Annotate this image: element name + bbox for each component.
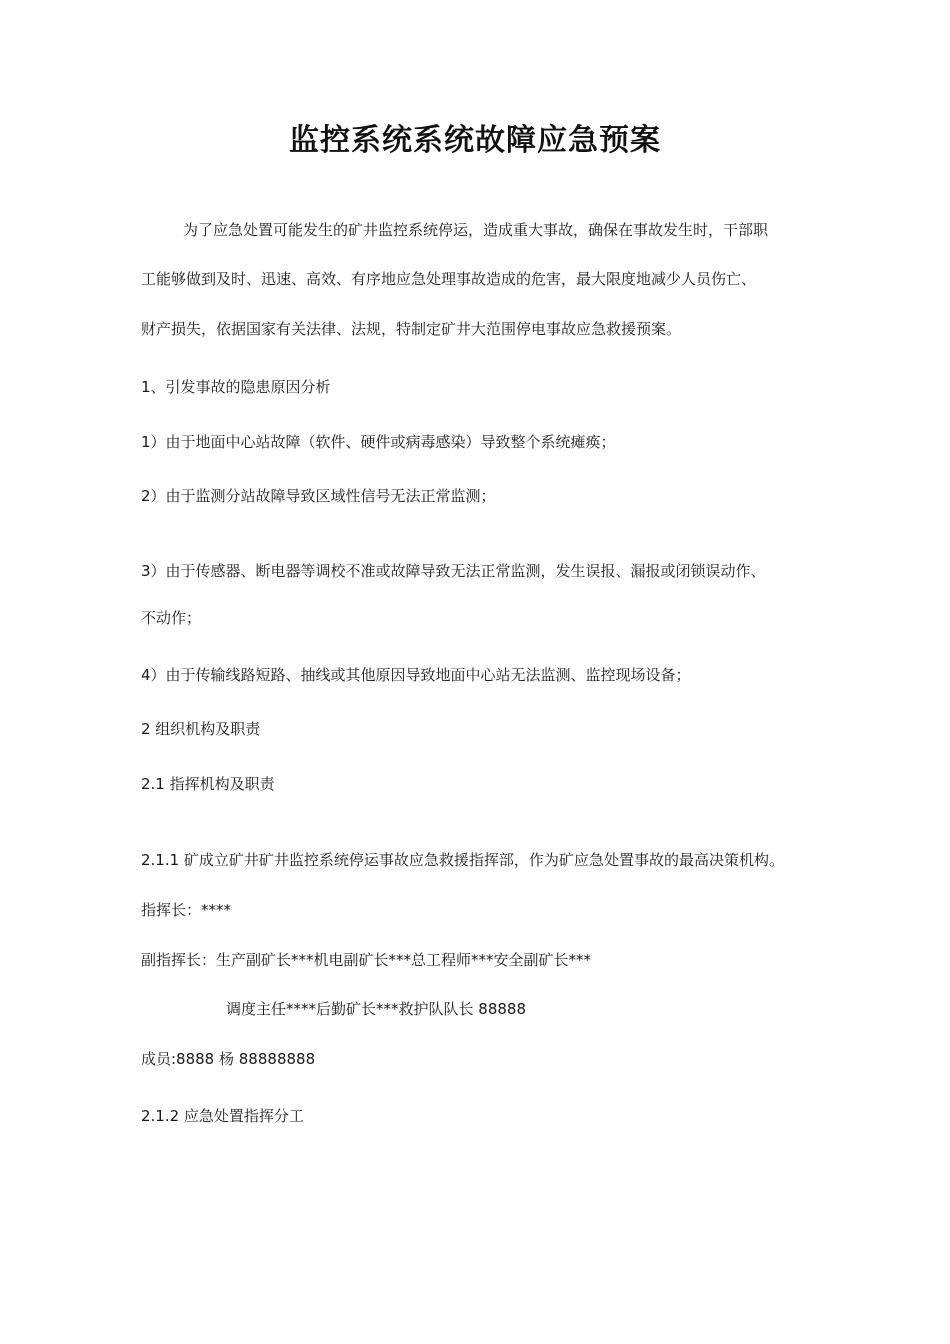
cause-item-3: 3）由于传感器、断电器等调校不准或故障导致无法正常监测，发生误报、漏报或闭锁误动作、: [141, 562, 766, 580]
commander-line: 指挥长：****: [141, 901, 232, 919]
deputy-commander-line-2: 调度主任****后勤矿长***救护队队长 88888: [226, 1000, 526, 1018]
intro-line-2: 工能够做到及时、迅速、高效、有序地应急处理事故造成的危害，最大限度地减少人员伤亡、: [141, 270, 757, 288]
cause-item-2: 2）由于监测分站故障导致区域性信号无法正常监测；: [141, 487, 496, 505]
section-2-heading: 2 组织机构及职责: [141, 720, 261, 738]
section-2-1-2-heading: 2.1.2 应急处置指挥分工: [141, 1107, 304, 1125]
cause-item-3-continued: 不动作；: [141, 609, 202, 627]
deputy-commander-line-1: 副指挥长：生产副矿长***机电副矿长***总工程师***安全副矿长***: [141, 951, 592, 969]
section-2-1-heading: 2.1 指挥机构及职责: [141, 775, 275, 793]
intro-line-1: 为了应急处置可能发生的矿井监控系统停运，造成重大事故，确保在事故发生时，干部职: [183, 221, 769, 239]
cause-item-1: 1）由于地面中心站故障（软件、硬件或病毒感染）导致整个系统瘫痪；: [141, 433, 616, 451]
section-1-heading: 1、引发事故的隐患原因分析: [141, 378, 331, 396]
section-2-1-1-text: 2.1.1 矿成立矿井矿井监控系统停运事故应急救援指挥部，作为矿应急处置事故的最高决策机构。: [141, 851, 784, 869]
cause-item-4: 4）由于传输线路短路、抽线或其他原因导致地面中心站无法监测、监控现场设备；: [141, 666, 691, 684]
members-line: 成员:8888 杨 88888888: [141, 1050, 316, 1068]
document-title: 监控系统系统故障应急预案: [289, 123, 661, 158]
intro-line-3: 财产损失，依据国家有关法律、法规，特制定矿井大范围停电事故应急救援预案。: [141, 320, 682, 338]
